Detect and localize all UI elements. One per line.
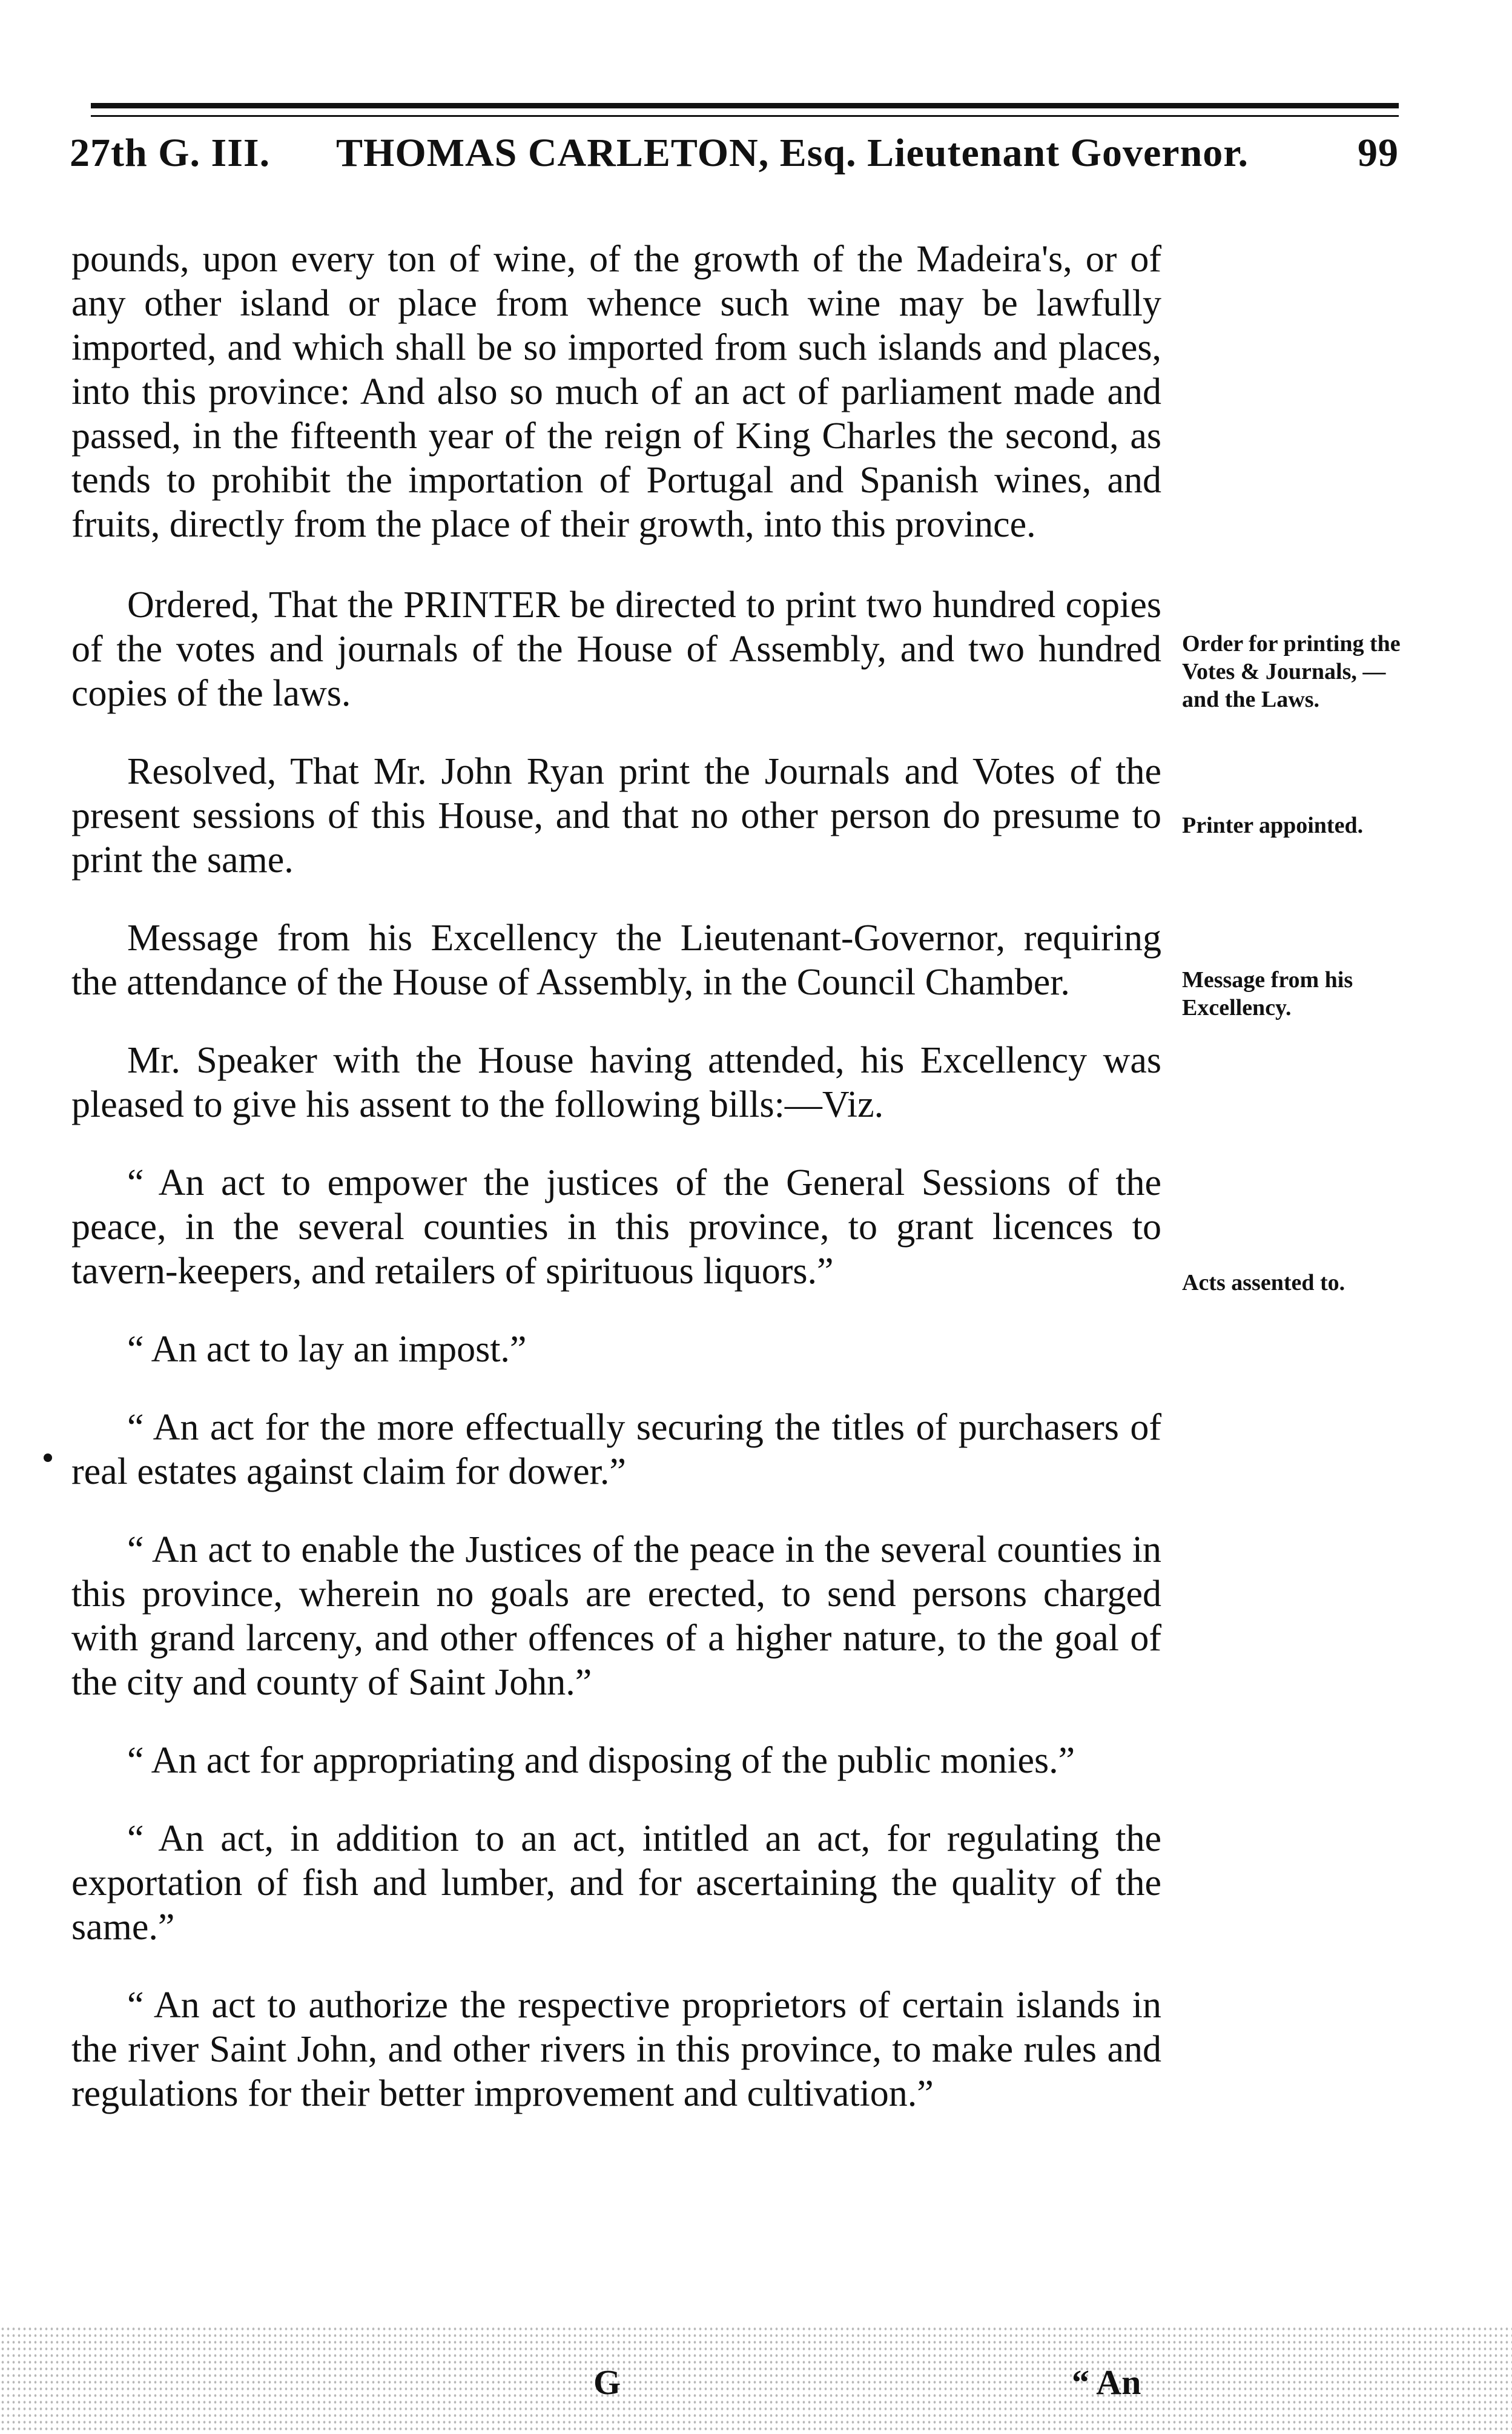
page-number: 99 [1358,131,1399,175]
header-rule [91,103,1399,108]
act-public-monies: “ An act for appropriating and disposing of the public monies.” [127,1740,1075,1781]
margin-note-printer: Printer appointed. [1182,813,1364,838]
paragraph-message: Message from his Excellency the Lieutenant-Governor, requiring the attendance of the House of Assembly, in the Council Chamber. [71,918,1161,1003]
paragraph-resolved: Resolved, That Mr. John Ryan print the Journals and Votes of the present sessions of this House, and that no other person do presume to print the same. [71,751,1161,881]
catchword: “ An [1072,2363,1141,2402]
act-tavern-licences: “ An act to empower the justices of the General Sessions of the peace, in the several counties in this province, to grant licences to tavern-keepers, and retailers of spirituous liquors.” [71,1162,1161,1292]
ink-speck [44,1453,52,1462]
margin-note-acts: Acts assented to. [1182,1270,1345,1295]
header-rule-thin [91,115,1399,117]
paragraph-continuation: pounds, upon every ton of wine, of the growth of the Madeira's, or of any other island or place from whence such wine may be lawfully imported, and which shall be so imported from such islands and places, into this province: And also so much of an act of parliament made and passed, in the fifteenth year of the reign of King Charles the second, as tends to prohibit the importation of Portugal and Spanish wines, and fruits, directly from the place of their growth, into this province. [71,239,1161,545]
regnal-year: 27th G. III. [70,131,271,175]
act-fish-lumber: “ An act, in addition to an act, intitled an act, for regulating the exportation of fish and lumber, and for ascertaining the quality of the same.” [71,1818,1161,1948]
running-header [70,130,1399,185]
margin-note-message: Message from his Excellency. [1182,967,1353,1020]
act-impost: “ An act to lay an impost.” [127,1329,527,1370]
page-body [71,237,1161,2150]
act-islands: “ An act to authorize the respective proprietors of certain islands in the river Saint John, and other rivers in this province, to make rules and regulations for their better improvement and cultivation.” [71,1985,1161,2114]
scan-noise [0,2326,1512,2434]
act-dower: “ An act for the more effectually securing the titles of purchasers of real estates against claim for dower.” [71,1407,1161,1492]
paragraph-ordered: Ordered, That the PRINTER be directed to print two hundred copies of the votes and journals of the House of Assembly, and two hundred copies of the laws. [71,584,1161,714]
act-goals: “ An act to enable the Justices of the peace in the several counties in this province, wherein no goals are erected, to send persons charged with grand larceny, and other offences of a higher nature, to the goal of the city and county of Saint John.” [71,1529,1161,1703]
signature-mark: G [593,2363,621,2402]
margin-note-printing: Order for printing the Votes & Journals, — and the Laws. [1182,631,1401,712]
paragraph-speaker: Mr. Speaker with the House having attended, his Excellency was pleased to give his assent to the following bills:—Viz. [71,1040,1161,1125]
running-title: THOMAS CARLETON, Esq. Lieutenant Governor. [336,131,1249,175]
